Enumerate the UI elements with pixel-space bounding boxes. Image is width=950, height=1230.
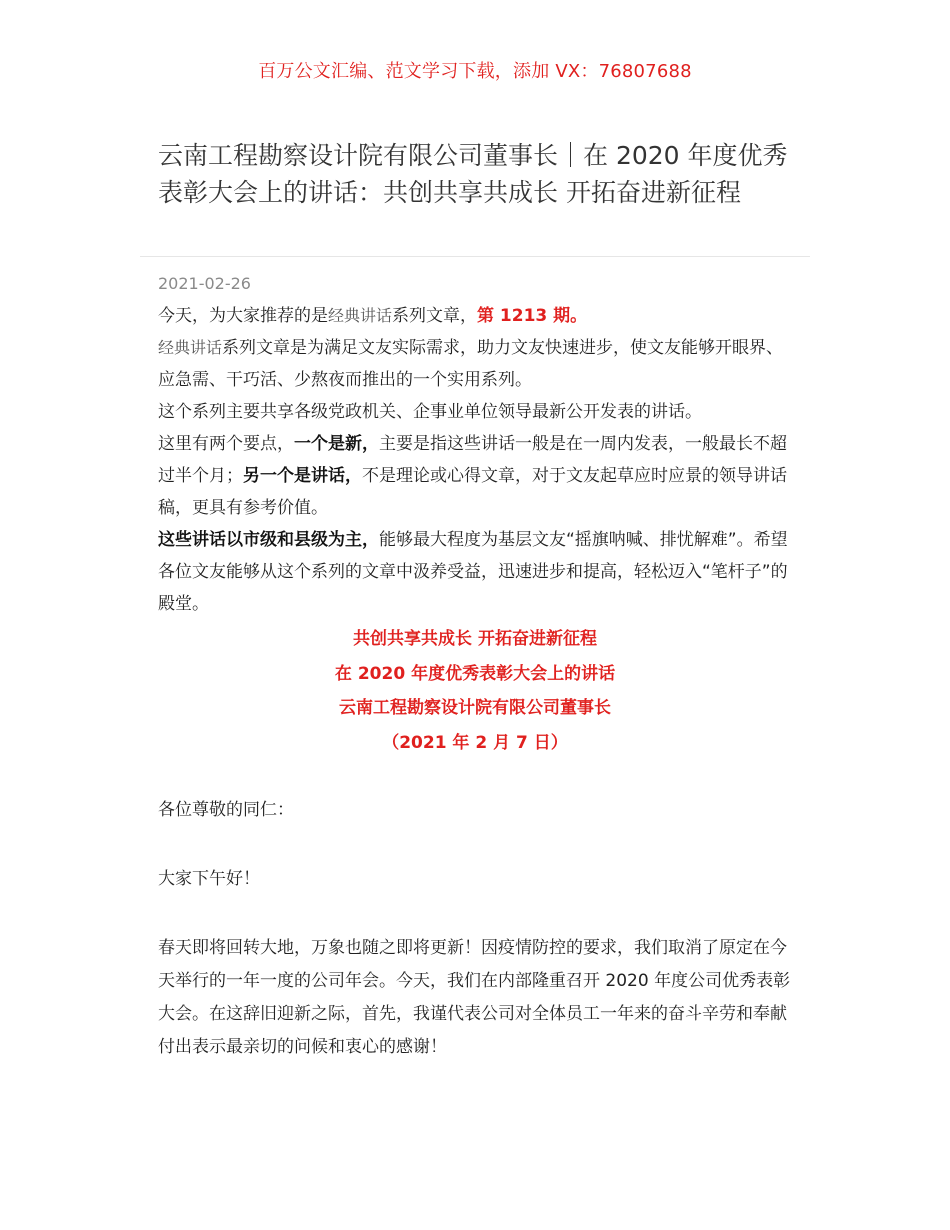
salutation: 各位尊敬的同仁： xyxy=(158,800,294,820)
intro-text: 这里有两个要点， xyxy=(158,434,294,454)
speech-date: （2021 年 2 月 7 日） xyxy=(382,732,568,753)
intro-text: 主要是指这些讲话一般是在一周内发表，一般最长不超过半个月； xyxy=(158,434,787,486)
key-point-speech: 另一个是讲话， xyxy=(243,466,362,486)
key-point-level: 这些讲话以市级和县级为主， xyxy=(158,530,379,550)
greeting: 大家下午好！ xyxy=(158,869,260,889)
intro-paragraph-5 xyxy=(158,524,798,620)
speech-heading xyxy=(0,622,950,760)
intro-text: 能够最大程度为基层文友“摇旗呐喊、排忧解难”。希望各位文友能够从这个系列的文章中汲养受益，迅速进步和提高，轻松迈入“笔杆子”的殿堂。 xyxy=(158,530,788,614)
speech-occasion: 在 2020 年度优秀表彰大会上的讲话 xyxy=(334,663,616,684)
article-title: 云南工程勘察设计院有限公司董事长｜在 2020 年度优秀表彰大会上的讲话：共创共享共成长 开拓奋进新征程 xyxy=(158,141,788,207)
issue-number: 第 1213 期。 xyxy=(477,306,588,326)
intro-paragraph-4 xyxy=(158,428,798,524)
intro-text: 系列文章是为满足文友实际需求，助力文友快速进步，使文友能够开眼界、应急需、干巧活、少熬夜而推出的一个实用系列。 xyxy=(158,338,784,390)
series-name: 经典讲话 xyxy=(328,306,393,325)
intro-text: 系列文章， xyxy=(392,306,478,326)
title-divider xyxy=(140,256,810,257)
speech-title: 共创共享共成长 开拓奋进新征程 xyxy=(353,629,597,649)
body-paragraph-1: 春天即将回转大地，万象也随之即将更新！因疫情防控的要求，我们取消了原定在今天举行的一年一度的公司年会。今天，我们在内部隆重召开 2020 年度公司优秀表彰大会。在这辞旧迎新之际，首先，我谨代表公司对全体员工一年来的奋斗辛劳和奉献付出表示最亲切的问候和衷心的感谢！ xyxy=(158,938,791,1057)
intro-section xyxy=(158,300,798,620)
intro-text: 不是理论或心得文章，对于文友起草应时应景的领导讲话稿，更具有参考价值。 xyxy=(158,466,787,518)
intro-paragraph-2 xyxy=(158,332,798,396)
intro-paragraph-3: 这个系列主要共享各级党政机关、企事业单位领导最新公开发表的讲话。 xyxy=(158,402,702,422)
speech-speaker: 云南工程勘察设计院有限公司董事长 xyxy=(339,698,611,718)
header-banner: 百万公文汇编、范文学习下载，添加 VX：76807688 xyxy=(258,61,692,82)
intro-paragraph-1 xyxy=(158,300,798,332)
publish-date: 2021-02-26 xyxy=(158,274,251,293)
series-name: 经典讲话 xyxy=(158,338,223,357)
intro-text: 今天，为大家推荐的是 xyxy=(158,306,328,326)
key-point-new: 一个是新， xyxy=(294,434,379,454)
